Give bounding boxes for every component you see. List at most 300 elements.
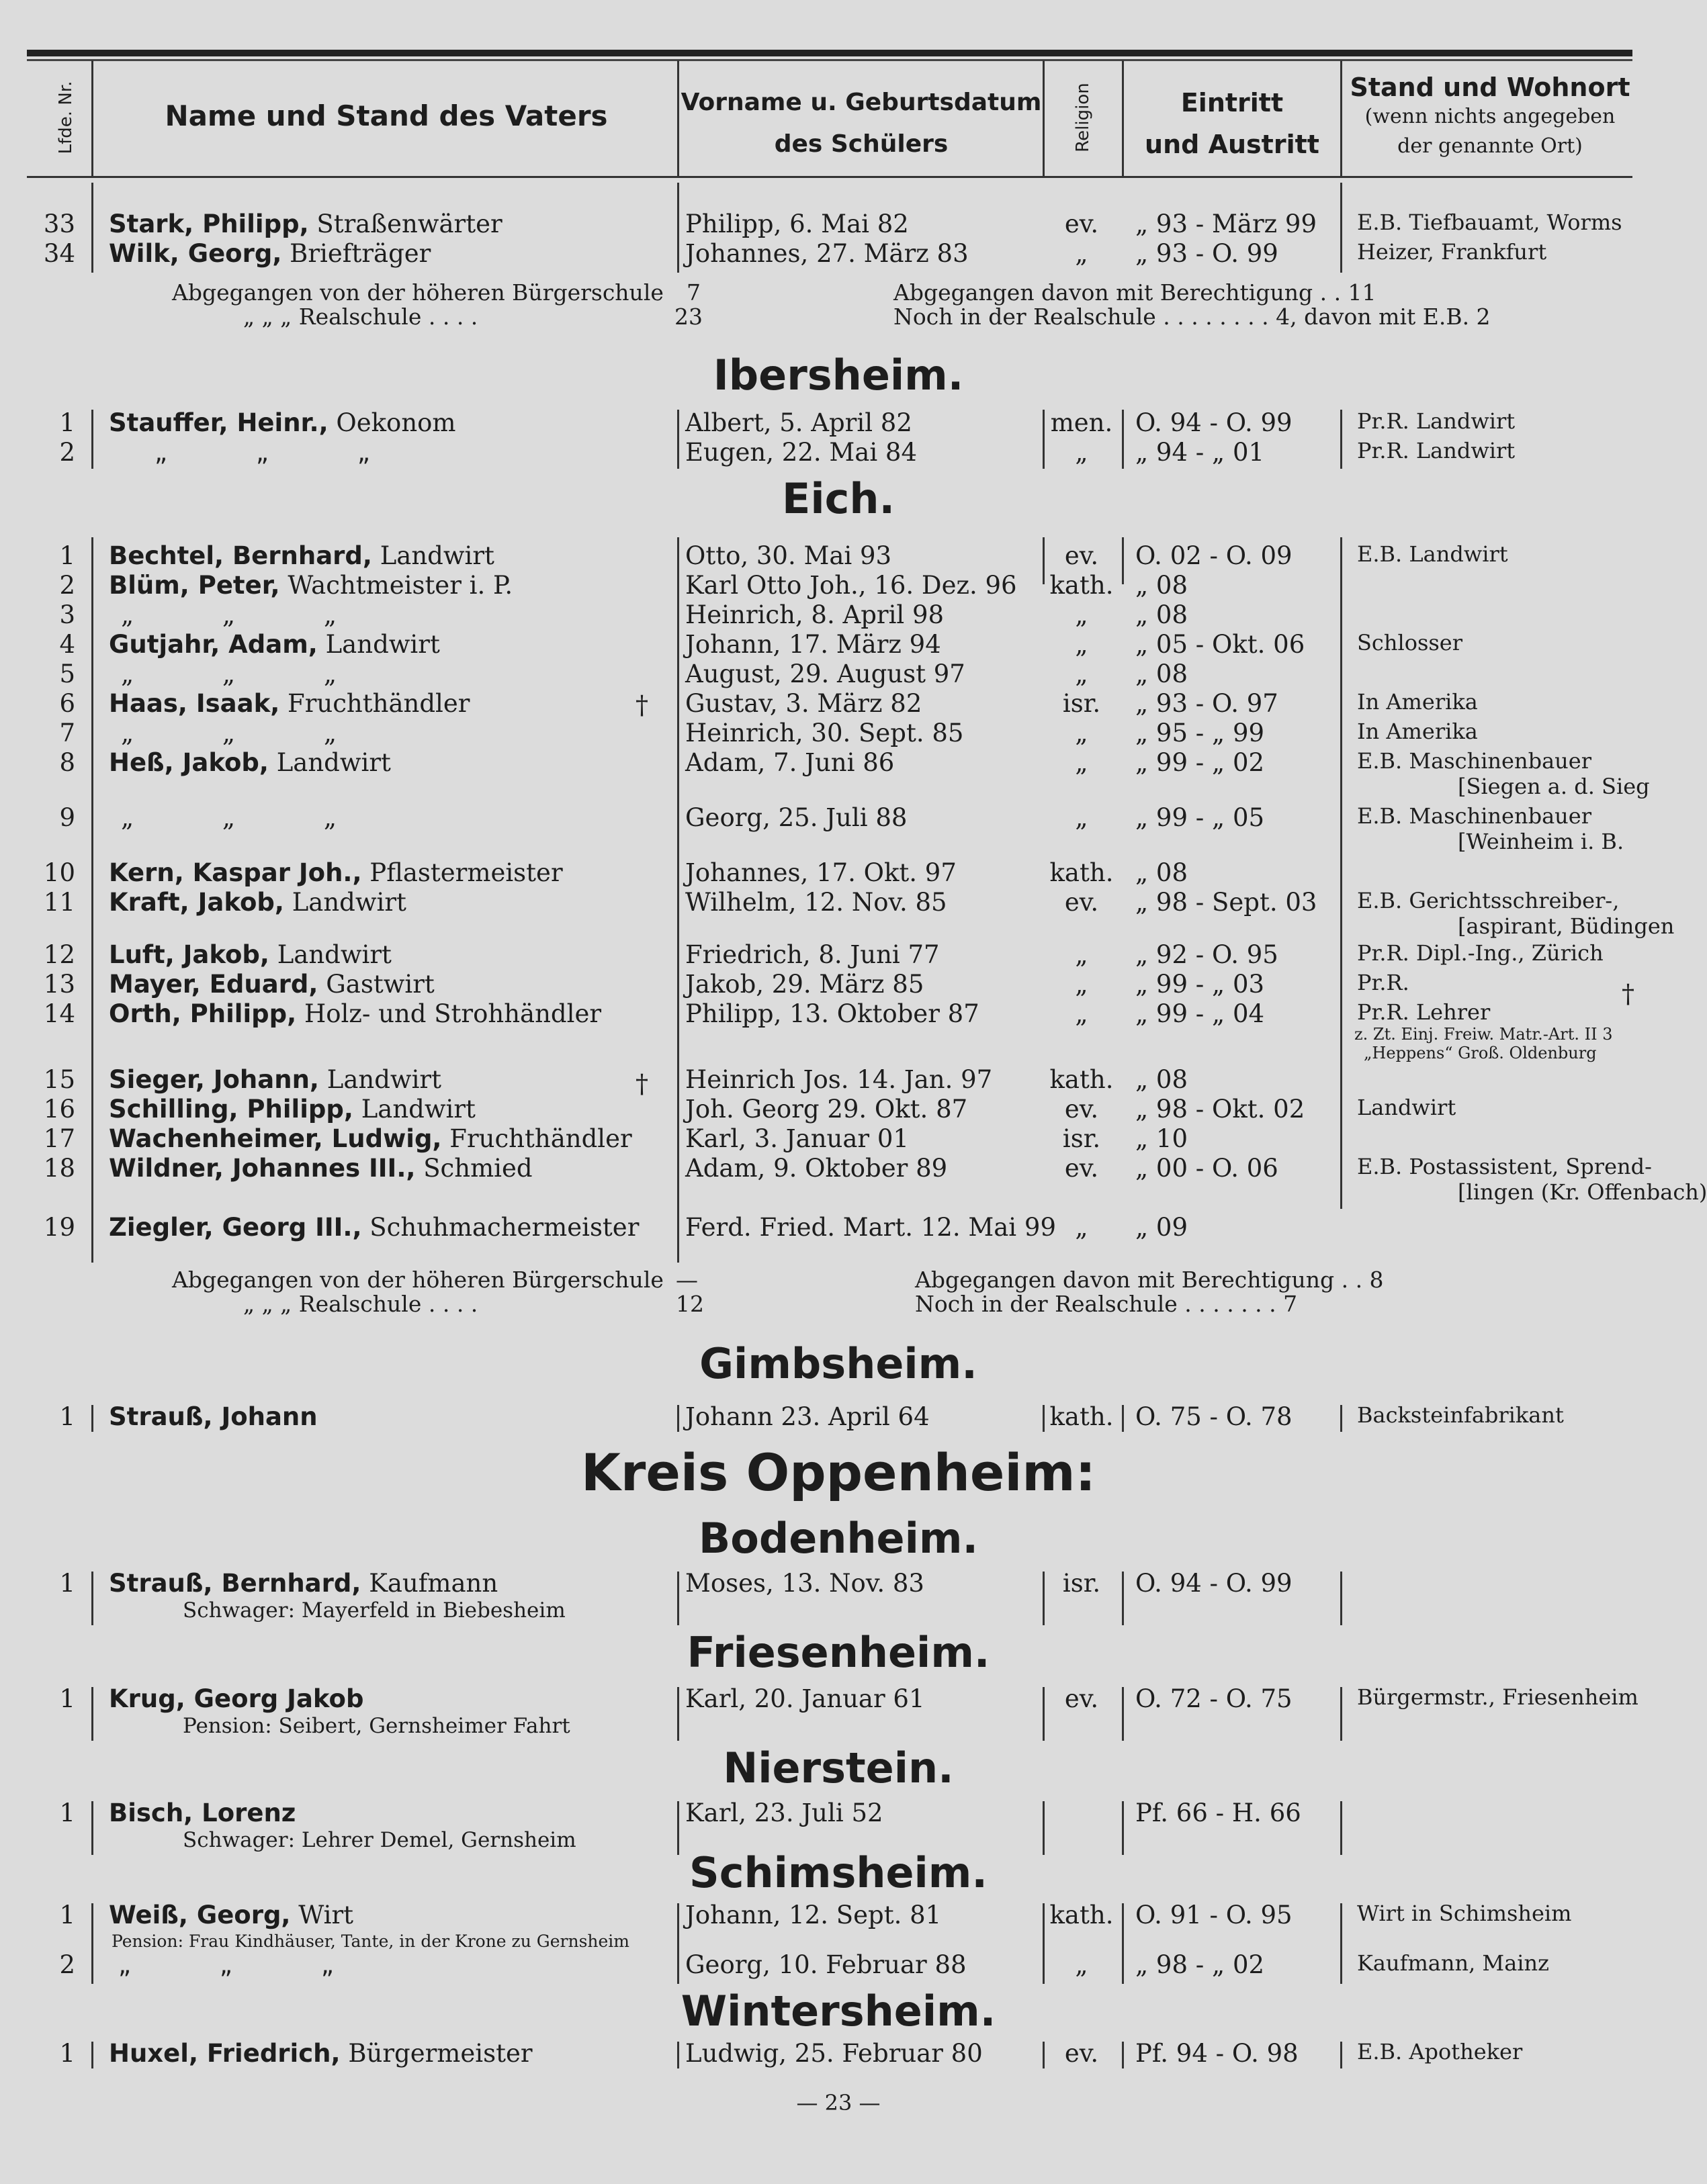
father-occupation: Wachtmeister i. P. — [288, 571, 513, 600]
religion: „ — [1075, 940, 1088, 969]
residence: Wirt in Schimsheim — [1357, 1901, 1572, 1926]
row-number: 18 — [43, 1154, 75, 1183]
father-surname: Kern, Kaspar Joh., — [109, 858, 362, 887]
residence: Schlosser — [1357, 630, 1463, 655]
father-name — [109, 630, 440, 659]
father-name — [109, 1154, 533, 1183]
row-number: 1 — [59, 541, 75, 570]
column-bar — [1340, 1801, 1342, 1855]
table-row — [0, 600, 1677, 630]
residence: In Amerika — [1357, 719, 1478, 744]
entry-exit: „ 09 — [1135, 1213, 1188, 1242]
father-name — [109, 1684, 363, 1713]
student-name-birth: Friedrich, 8. Juni 77 — [685, 940, 940, 969]
father-surname: Weiß, Georg, — [109, 1901, 291, 1929]
student-name-birth: Karl, 20. Januar 61 — [685, 1684, 925, 1713]
student-name-birth: Johann, 12. Sept. 81 — [685, 1901, 942, 1929]
entry-exit: „ 99 - „ 05 — [1135, 803, 1265, 832]
student-name-birth: Albert, 5. April 82 — [685, 408, 912, 437]
student-name-birth: Wilhelm, 12. Nov. 85 — [685, 888, 947, 917]
student-name-birth: Georg, 10. Februar 88 — [685, 1950, 967, 1979]
table-row — [0, 1065, 1677, 1095]
student-name-birth: August, 29. August 97 — [685, 659, 965, 688]
father-surname: „ „ „ — [121, 659, 378, 688]
table-row — [0, 1213, 1677, 1242]
column-bar — [1122, 1687, 1124, 1741]
student-name-birth: Johann, 17. März 94 — [685, 630, 941, 659]
entry-exit: „ 93 - März 99 — [1135, 210, 1317, 238]
row-number: 15 — [43, 1065, 75, 1094]
row-number: 17 — [43, 1124, 75, 1153]
father-surname: „ „ „ — [121, 719, 378, 747]
religion: isr. — [1062, 689, 1101, 718]
residence: Backsteinfabrikant — [1357, 1402, 1564, 1428]
father-surname: Wildner, Johannes III., — [109, 1154, 416, 1183]
column-bar — [1043, 1572, 1045, 1625]
student-name-birth: Philipp, 6. Mai 82 — [685, 210, 909, 238]
father-occupation: Fruchthändler — [449, 1124, 632, 1153]
residence-line2: [lingen (Kr. Offenbach) — [1458, 1179, 1707, 1205]
religion: „ — [1075, 659, 1088, 688]
row-number: 12 — [43, 940, 75, 969]
residence: Heizer, Frankfurt — [1357, 239, 1547, 265]
father-name — [109, 1799, 296, 1827]
father-occupation: Schmied — [423, 1154, 533, 1183]
place-heading-ibersheim: Ibersheim. — [713, 351, 964, 400]
student-name-birth: Johannes, 17. Okt. 97 — [685, 858, 957, 887]
column-bar — [1122, 1801, 1124, 1855]
father-surname: Strauß, Johann — [109, 1402, 318, 1431]
page-number: — 23 — — [796, 2090, 881, 2115]
residence-continuation — [0, 774, 1677, 803]
religion: „ — [1075, 239, 1088, 268]
row-number: 4 — [59, 630, 75, 659]
row-number: 19 — [43, 1213, 75, 1242]
table-row — [0, 1950, 1677, 1980]
residence-continuation — [0, 913, 1677, 943]
table-row — [0, 970, 1677, 999]
header-student — [680, 82, 1043, 165]
student-name-birth: Heinrich, 30. Sept. 85 — [685, 719, 964, 747]
entry-exit: „ 98 - Okt. 02 — [1135, 1095, 1305, 1124]
religion: kath. — [1049, 571, 1114, 600]
entry-exit: O. 94 - O. 99 — [1135, 1569, 1293, 1598]
father-name — [109, 1901, 353, 1929]
student-name-birth: Eugen, 22. Mai 84 — [685, 438, 917, 467]
entry-exit: Pf. 94 - O. 98 — [1135, 2039, 1299, 2068]
student-name-birth: Georg, 25. Juli 88 — [685, 803, 908, 832]
row-number: 1 — [59, 1901, 75, 1929]
entry-exit: O. 75 - O. 78 — [1135, 1402, 1293, 1431]
religion: „ — [1075, 719, 1088, 747]
residence-line2: z. Zt. Einj. Freiw. Matr.-Art. II 3 — [1354, 1025, 1613, 1044]
father-surname: Krug, Georg Jakob — [109, 1684, 364, 1713]
table-row — [0, 858, 1677, 888]
father-occupation: Landwirt — [361, 1095, 476, 1124]
place-heading-eich: Eich. — [781, 474, 895, 523]
header-residence-line1: Stand und Wohnort — [1350, 73, 1630, 102]
summary-left-line2-value: 12 — [676, 1291, 704, 1317]
father-name — [109, 571, 513, 600]
student-name-birth: Joh. Georg 29. Okt. 87 — [685, 1095, 968, 1124]
header-student-line1: Vorname u. Geburtsdatum — [681, 89, 1042, 116]
table-row — [0, 1095, 1677, 1124]
table-row — [0, 1569, 1677, 1598]
table-row — [0, 689, 1677, 719]
father-surname: Bisch, Lorenz — [109, 1799, 296, 1827]
father-surname: Heß, Jakob, — [109, 748, 269, 777]
religion: „ — [1075, 1950, 1088, 1979]
header-entry-line1: Eintritt — [1180, 88, 1284, 118]
place-heading-friesenheim: Friesenheim. — [687, 1628, 990, 1677]
row-number: 10 — [43, 858, 75, 887]
row-number: 1 — [59, 1569, 75, 1598]
place-heading-wintersheim: Wintersheim. — [681, 1987, 996, 2036]
row-number: 8 — [59, 748, 75, 777]
father-name — [109, 1569, 498, 1598]
summary-right-line2: Noch in der Realschule . . . . . . . 7 — [915, 1291, 1298, 1317]
header-lfde-nr: Lfde. Nr. — [56, 81, 76, 154]
religion: ev. — [1064, 2039, 1099, 2068]
table-row — [0, 438, 1677, 467]
row-number: 1 — [59, 2039, 75, 2068]
father-surname: Haas, Isaak, — [109, 689, 280, 718]
student-name-birth: Johannes, 27. März 83 — [685, 239, 969, 268]
header-divider — [91, 60, 93, 178]
entry-exit: „ 08 — [1135, 659, 1188, 688]
religion: „ — [1075, 970, 1088, 999]
residence: E.B. Maschinenbauer — [1357, 748, 1591, 774]
table-row — [0, 1901, 1677, 1930]
father-occupation: Landwirt — [380, 541, 494, 570]
column-bar — [1340, 1405, 1342, 1432]
entry-exit: O. 72 - O. 75 — [1135, 1684, 1293, 1713]
religion: ev. — [1064, 1684, 1099, 1713]
father-occupation: Landwirt — [292, 888, 406, 917]
father-surname: Wachenheimer, Ludwig, — [109, 1124, 442, 1153]
student-name-birth: Karl, 3. Januar 01 — [685, 1124, 909, 1153]
religion: isr. — [1062, 1124, 1101, 1153]
religion: ev. — [1064, 210, 1099, 238]
summary-left-line2: „ „ „ Realschule . . . . — [243, 1291, 478, 1317]
header-rule-top-thin — [27, 59, 1632, 61]
entry-exit: „ 94 - „ 01 — [1135, 438, 1265, 467]
residence: E.B. Gerichtsschreiber-, — [1357, 888, 1620, 913]
table-row — [0, 541, 1677, 571]
column-bar — [91, 1903, 93, 1984]
religion: ev. — [1064, 888, 1099, 917]
father-surname: Kraft, Jakob, — [109, 888, 284, 917]
header-religion: Religion — [1073, 83, 1093, 152]
religion: kath. — [1049, 1901, 1114, 1929]
place-heading-gimbsheim: Gimbsheim. — [699, 1339, 977, 1388]
father-occupation: Schuhmachermeister — [369, 1213, 640, 1242]
residence: E.B. Maschinenbauer — [1357, 803, 1591, 829]
column-bar — [1340, 1903, 1342, 1984]
residence: Pr.R. Dipl.-Ing., Zürich — [1357, 940, 1604, 966]
entry-exit: „ 99 - „ 03 — [1135, 970, 1265, 999]
summary-right-line2: Noch in der Realschule . . . . . . . . 4, davon mit E.B. 2 — [893, 304, 1491, 330]
column-bar — [1043, 1405, 1045, 1432]
father-name — [118, 1950, 374, 1979]
residence: Pr.R. Landwirt — [1357, 438, 1516, 463]
father-occupation: Wirt — [298, 1901, 354, 1929]
dagger-mark: † — [1622, 979, 1634, 1009]
column-bar — [1043, 1801, 1045, 1855]
student-name-birth: Moses, 13. Nov. 83 — [685, 1569, 924, 1598]
religion: „ — [1075, 630, 1088, 659]
table-row — [0, 1124, 1677, 1154]
column-bar — [677, 1903, 679, 1984]
row-number: 2 — [59, 438, 75, 467]
father-surname: „ „ „ — [155, 438, 411, 467]
father-occupation: Oekonom — [336, 408, 456, 437]
religion: men. — [1050, 408, 1113, 437]
father-name — [109, 408, 456, 437]
student-name-birth: Philipp, 13. Oktober 87 — [685, 999, 979, 1028]
father-surname: Schilling, Philipp, — [109, 1095, 353, 1124]
religion: ev. — [1064, 1095, 1099, 1124]
father-surname: Wilk, Georg, — [109, 239, 282, 268]
row-number: 14 — [43, 999, 75, 1028]
student-name-birth: Ludwig, 25. Februar 80 — [685, 2039, 983, 2068]
father-name — [109, 689, 470, 718]
column-bar — [677, 1572, 679, 1625]
header-divider — [1122, 60, 1124, 178]
entry-exit: „ 93 - O. 97 — [1135, 689, 1278, 718]
row-number: 9 — [59, 803, 75, 832]
dagger-mark: † — [636, 1069, 648, 1099]
father-occupation: Bürgermeister — [348, 2039, 533, 2068]
religion: „ — [1075, 748, 1088, 777]
entry-exit: „ 10 — [1135, 1124, 1188, 1153]
column-bar — [91, 1572, 93, 1625]
summary-left-line1-value: 7 — [687, 279, 701, 306]
column-bar — [1043, 1903, 1045, 1984]
religion: „ — [1075, 999, 1088, 1028]
header-father: Name und Stand des Vaters — [165, 99, 608, 132]
father-name — [109, 541, 494, 570]
header-rule-top — [27, 50, 1632, 56]
table-row — [0, 940, 1677, 970]
father-name — [109, 858, 563, 887]
father-occupation: Landwirt — [277, 940, 392, 969]
father-surname: Mayer, Eduard, — [109, 970, 318, 999]
father-occupation: Fruchthändler — [288, 689, 470, 718]
entry-exit: O. 91 - O. 95 — [1135, 1901, 1293, 1929]
religion: kath. — [1049, 858, 1114, 887]
summary-right-line1: Abgegangen davon mit Berechtigung . . 11 — [893, 279, 1376, 306]
father-name — [109, 210, 502, 238]
father-name — [109, 1065, 441, 1094]
table-row — [0, 630, 1677, 659]
father-occupation: Landwirt — [326, 1065, 441, 1094]
table-row — [0, 1402, 1677, 1432]
religion: „ — [1075, 1213, 1088, 1242]
father-occupation: Briefträger — [290, 239, 431, 268]
father-surname: „ „ „ — [121, 803, 378, 832]
father-name — [121, 659, 377, 688]
father-occupation: Pflastermeister — [369, 858, 563, 887]
entry-exit: „ 95 - „ 99 — [1135, 719, 1265, 747]
father-occupation: Gastwirt — [326, 970, 435, 999]
father-name — [109, 1402, 318, 1431]
father-occupation: Landwirt — [276, 748, 391, 777]
religion: isr. — [1062, 1569, 1101, 1598]
student-name-birth: Heinrich Jos. 14. Jan. 97 — [685, 1065, 993, 1094]
row-number: 1 — [59, 1684, 75, 1713]
header-divider — [677, 60, 679, 178]
row-number: 6 — [59, 689, 75, 718]
religion: „ — [1075, 803, 1088, 832]
religion: ev. — [1064, 1154, 1099, 1183]
father-surname: Blüm, Peter, — [109, 571, 280, 600]
entry-exit: „ 99 - „ 02 — [1135, 748, 1265, 777]
row-number: 5 — [59, 659, 75, 688]
row-number: 3 — [59, 600, 75, 629]
student-name-birth: Jakob, 29. März 85 — [685, 970, 924, 999]
entry-exit: O. 02 - O. 09 — [1135, 541, 1293, 570]
district-heading: Kreis Oppenheim: — [580, 1443, 1096, 1502]
father-occupation: Holz- und Strohhändler — [304, 999, 602, 1028]
residence: E.B. Landwirt — [1357, 541, 1508, 567]
summary-left-line2-value: 23 — [674, 304, 703, 330]
father-name — [155, 438, 410, 467]
entry-exit: „ 00 - O. 06 — [1135, 1154, 1278, 1183]
residence: Kaufmann, Mainz — [1357, 1950, 1549, 1976]
religion: ev. — [1064, 541, 1099, 570]
student-name-birth: Adam, 7. Juni 86 — [685, 748, 895, 777]
father-name — [109, 1213, 639, 1242]
column-bar — [1122, 1572, 1124, 1625]
father-surname: Luft, Jakob, — [109, 940, 269, 969]
table-row — [0, 659, 1677, 689]
entry-exit: O. 94 - O. 99 — [1135, 408, 1293, 437]
residence: Landwirt — [1357, 1095, 1456, 1120]
table-row — [0, 1799, 1677, 1828]
column-bar — [1122, 1405, 1124, 1432]
residence-line2: [Weinheim i. B. — [1458, 829, 1624, 854]
father-name — [109, 748, 391, 777]
header-residence — [1342, 73, 1638, 161]
residence-line2: [Siegen a. d. Sieg — [1458, 774, 1650, 799]
entry-exit: „ 05 - Okt. 06 — [1135, 630, 1305, 659]
row-number: 7 — [59, 719, 75, 747]
row-number: 33 — [43, 210, 75, 238]
father-name — [109, 1095, 476, 1124]
entry-exit: „ 98 - Sept. 03 — [1135, 888, 1317, 917]
residence: E.B. Postassistent, Sprend- — [1357, 1154, 1652, 1179]
row-number: 34 — [43, 239, 75, 268]
column-bar — [1043, 1687, 1045, 1741]
column-bar — [91, 1687, 93, 1741]
religion: „ — [1075, 600, 1088, 629]
residence-continuation — [0, 1179, 1707, 1209]
father-note: Schwager: Mayerfeld in Biebesheim — [183, 1598, 566, 1623]
summary-left-line1-value: — — [676, 1267, 698, 1293]
table-row — [0, 1684, 1677, 1714]
residence: Bürgermstr., Friesenheim — [1357, 1684, 1638, 1710]
entry-exit: Pf. 66 - H. 66 — [1135, 1799, 1301, 1827]
residence-line2: [aspirant, Büdingen — [1458, 913, 1675, 939]
column-bar — [1122, 1903, 1124, 1984]
student-name-birth: Karl, 23. Juli 52 — [685, 1799, 883, 1827]
father-surname: Strauß, Bernhard, — [109, 1569, 361, 1598]
column-bar — [677, 1687, 679, 1741]
header-divider — [1043, 60, 1045, 178]
father-note: Pension: Frau Kindhäuser, Tante, in der Krone zu Gernsheim — [112, 1931, 629, 1951]
residence: In Amerika — [1357, 689, 1478, 715]
row-number: 16 — [43, 1095, 75, 1124]
summary-left-line2: „ „ „ Realschule . . . . — [243, 304, 478, 330]
father-name — [121, 719, 377, 747]
father-surname: Orth, Philipp, — [109, 999, 297, 1028]
header-residence-line2: (wenn nichts angegeben — [1364, 105, 1616, 128]
header-rule-bottom — [27, 176, 1632, 178]
father-note: Pension: Seibert, Gernsheimer Fahrt — [183, 1714, 570, 1738]
row-number: 1 — [59, 1402, 75, 1431]
header-entry — [1125, 82, 1340, 165]
religion: kath. — [1049, 1402, 1114, 1431]
row-number: 1 — [59, 1799, 75, 1827]
column-bar — [677, 1801, 679, 1855]
father-name — [109, 940, 392, 969]
father-surname: „ „ „ — [118, 1950, 375, 1979]
entry-exit: „ 08 — [1135, 600, 1188, 629]
header-entry-line2: und Austritt — [1145, 130, 1319, 159]
place-heading-bodenheim: Bodenheim. — [698, 1514, 979, 1563]
student-name-birth: Karl Otto Joh., 16. Dez. 96 — [685, 571, 1017, 600]
student-name-birth: Gustav, 3. März 82 — [685, 689, 922, 718]
row-number: 2 — [59, 1950, 75, 1979]
father-surname: „ „ „ — [121, 600, 378, 629]
place-heading-nierstein: Nierstein. — [723, 1743, 954, 1792]
father-name — [121, 600, 377, 629]
father-surname: Stark, Philipp, — [109, 210, 309, 238]
column-bar — [1043, 2042, 1045, 2068]
entry-exit: „ 98 - „ 02 — [1135, 1950, 1265, 1979]
row-number: 11 — [43, 888, 75, 917]
religion: „ — [1075, 438, 1088, 467]
father-occupation: Landwirt — [325, 630, 440, 659]
column-bar — [1340, 1572, 1342, 1625]
father-name — [109, 999, 601, 1028]
column-bar — [1340, 2042, 1342, 2068]
father-name — [109, 1124, 632, 1153]
student-name-birth: Johann 23. April 64 — [685, 1402, 930, 1431]
father-name — [121, 803, 377, 832]
table-row — [0, 210, 1677, 239]
student-name-birth: Ferd. Fried. Mart. 12. Mai 99 — [685, 1213, 1056, 1242]
residence: Pr.R. — [1357, 970, 1409, 995]
column-bar — [677, 2042, 679, 2068]
residence-continuation — [0, 829, 1677, 858]
column-bar — [91, 2042, 93, 2068]
table-row — [0, 571, 1677, 600]
father-note: Schwager: Lehrer Demel, Gernsheim — [183, 1828, 576, 1852]
residence: Pr.R. Lehrer — [1357, 999, 1491, 1025]
father-name — [109, 2039, 533, 2068]
residence: E.B. Apotheker — [1357, 2039, 1523, 2064]
place-heading-schimsheim: Schimsheim. — [689, 1848, 988, 1897]
summary-left-line1: Abgegangen von der höheren Bürgerschule — [172, 1267, 664, 1293]
column-bar — [1340, 1687, 1342, 1741]
row-number: 1 — [59, 408, 75, 437]
summary-right-line1: Abgegangen davon mit Berechtigung . . 8 — [915, 1267, 1384, 1293]
father-surname: Stauffer, Heinr., — [109, 408, 329, 437]
father-name — [109, 239, 431, 268]
student-name-birth: Heinrich, 8. April 98 — [685, 600, 945, 629]
